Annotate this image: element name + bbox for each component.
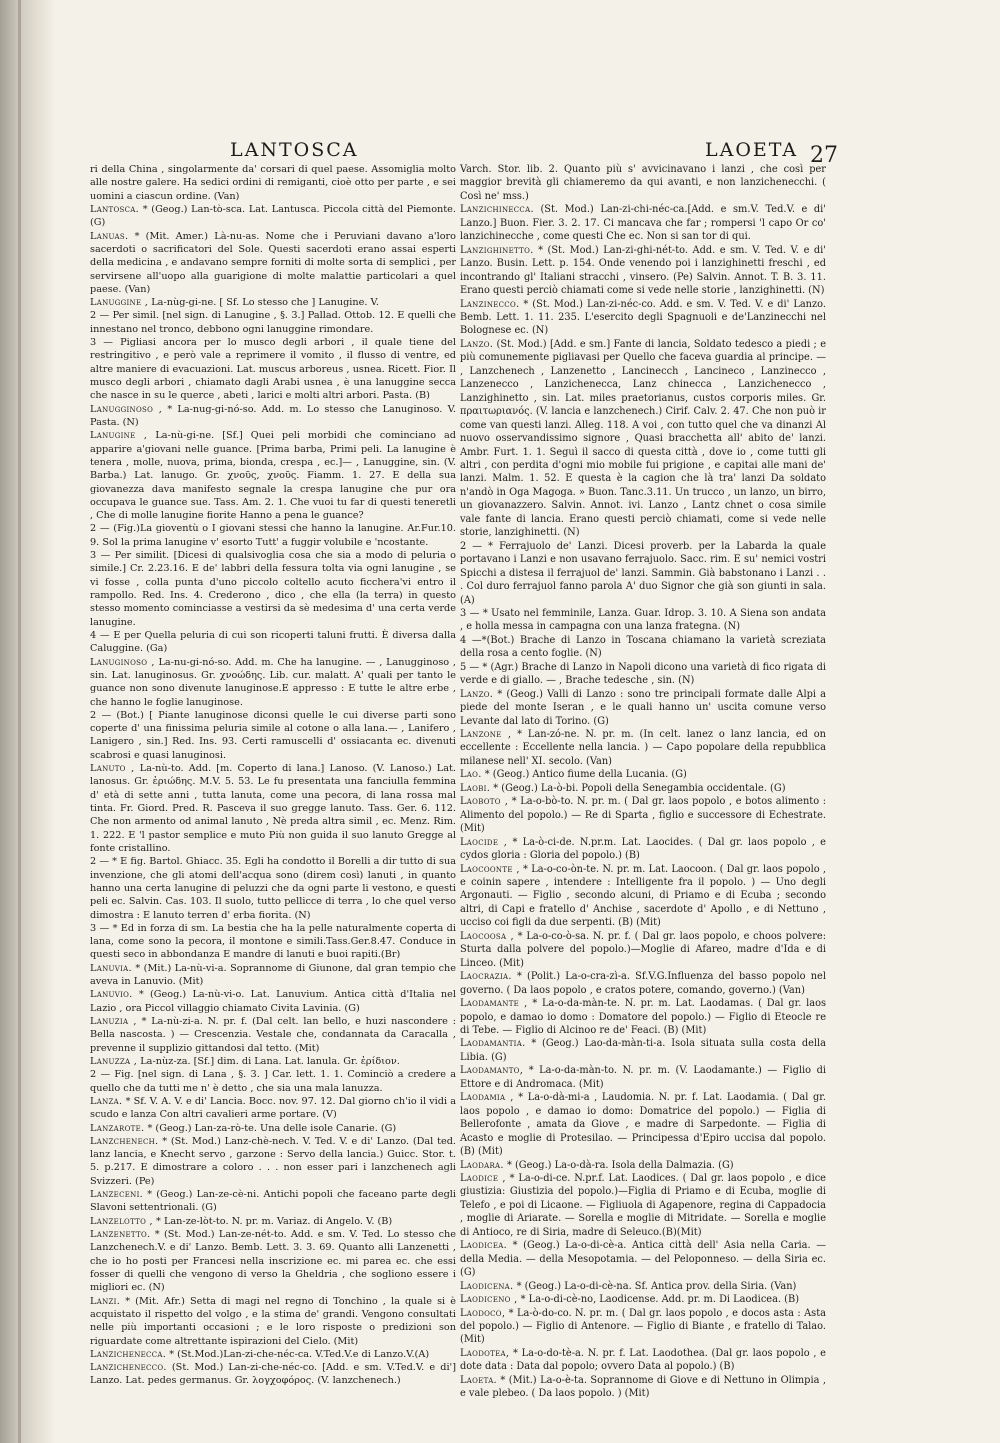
dictionary-entry (460, 970, 826, 997)
dictionary-entry (460, 997, 826, 1037)
dictionary-entry (460, 1091, 826, 1158)
entry-text: 4 —*(Bot.) Brache di Lanzo in Toscana chiamano la varietà screziata della rosa a cento foglie. (N) (460, 634, 826, 660)
entry-text: * (Mit.) La-nù-vi-a. Soprannome di Giunone, dal gran tempio che aveva in Lanuvio. (Mit) (90, 962, 456, 988)
dictionary-entry (460, 540, 826, 607)
entry-text: (St. Mod.) Lan-zi-che-néc-co. [Add. e sm. V.Ted.V. e di'] Lanzo. Lat. pedes germanus. Gr. λογχοφόρος. (V. lanzchenech.) (90, 1362, 456, 1387)
entry-headword: Lanuginoso , (90, 656, 155, 668)
entry-text: * La-o-co-òn-te. N. pr. m. Lat. Laocoon. ( Dal gr. laos popolo , e coinin sapere , intendere : Intelligente fra il popolo. ) — Uno degli Argonauti. — Figlio , secondo alcuni, di Priamo e di Ecuba ; secondo altri, di Capi e fratello d' Anchise , sacerdote d' Apollo , e di Nettuno , ucciso coi figli da due serpenti. (B) (Mit) (460, 863, 826, 929)
dictionary-entry (90, 1135, 456, 1188)
dictionary-entry (460, 1293, 826, 1306)
entry-headword: Laocoosa , (460, 930, 514, 942)
entry-headword: Laodice , (460, 1172, 506, 1184)
entry-headword: Laocide , (460, 836, 508, 848)
entry-text: * (St. Mod.) Lan-zi-ghi-nét-to. Add. e sm. V. Ted. V. e di' Lanzo. Busin. Lett. p. 154. Onde venendo poi i lanzighinetti freschi , ed incontrando gl' Italiani stracchi , vinsero. (Pe) Salvin. Annot. T. B. 3. 11. Erano questi perciò chiamati come si vede nelle storie , lanzighinetti. (N) (460, 244, 826, 297)
entry-headword: Laodicea. (460, 1240, 508, 1252)
entry-headword: Lanzinecco. (460, 298, 520, 310)
dictionary-entry (90, 1361, 456, 1388)
dictionary-entry (90, 230, 456, 297)
entry-headword: Lanzelotto , (90, 1215, 153, 1227)
dictionary-entry (90, 1295, 456, 1348)
dictionary-entry (460, 298, 826, 338)
entry-text: * (Geog.) Lan-ze-cè-ni. Antichi popoli che faceano parte degli Slavoni settentrionali. (G) (90, 1189, 456, 1214)
dictionary-entry (90, 922, 456, 962)
header-left-title: LANTOSCA (230, 139, 359, 161)
entry-text: * Lan-ze-lòt-to. N. pr. m. Variaz. di Angelo. V. (B) (156, 1215, 393, 1227)
entry-text: * (Mit. Amer.) Là-nu-as. Nome che i Peruviani davano a'loro sacerdoti o sacrificatori del Sole. Questi sacerdoti erano assai esperti della medicina , e andavano sempre forniti di molte sorta di semplici , per servirsene all'uopo alla guarigione di molte malattie particolari a quel paese. (Van) (90, 230, 456, 295)
entry-text: * Sf. V. A. V. e di' Lancia. Bocc. nov. 97. 12. Dal giorno ch'io il vidi a scudo e lanza Con altri cavalieri arme portare. (V) (90, 1095, 456, 1121)
entry-text: * (St. Mod.) Lanz-chè-nech. V. Ted. V. e di' Lanzo. (Dal ted. lanz lancia, e Knecht servo , garzone : Servo della lancia.) Guicc. Stor. t. 5. p.217. E dimostrare a coloro . . . non esser pari i lanzchenech agli Svizzeri. (Pe) (90, 1135, 456, 1187)
dictionary-entry (460, 863, 826, 930)
dictionary-entry (460, 930, 826, 970)
entry-text: * (St. Mod.) Lan-zi-néc-co. Add. e sm. V. Ted. V. e di' Lanzo. Bemb. Lett. 1. 11. 235. L'esercito degli Spagnuoli e de'Lanzinecchi nel Bolognese ec. (N) (460, 298, 826, 337)
entry-text: * La-o-co-ò-sa. N. pr. f. ( Dal gr. laos popolo, e choos polvere: Sturta dalla polvere del popolo.)—Moglie di Afareo, madre d'Ida e di Linceo. (Mit) (460, 930, 826, 969)
dictionary-entry (90, 522, 456, 549)
dictionary-entry (90, 403, 456, 430)
dictionary-entry (460, 338, 826, 540)
entry-text: * (Geog.) Antico fiume della Lucania. (G) (484, 769, 687, 781)
entry-text: * La-nù-zi-a. N. pr. f. (Dal celt. lan bello, e huzi nascondere : Bella nascosta. ) — Crescenzia. Vestale che, condannata da Caracalla , prevenne il supplizio gittandosi dal tetto. (Mit) (90, 1016, 456, 1054)
entry-headword: Lanzo. (460, 338, 494, 350)
dictionary-entry (90, 163, 456, 203)
dictionary-entry (90, 855, 456, 922)
dictionary-entry (90, 336, 456, 403)
entry-text: 3 — * Ed in forza di sm. La bestia che ha la pelle naturalmente coperta di lana, come sono la pecora, il montone e simili.Tass.Ger.8.47. Conduce in questi seco in abbondanza E mandre di lanuti e buoi rapiti.(Br) (90, 922, 456, 961)
dictionary-entry (90, 1095, 456, 1122)
entry-headword: Lanuzia , (90, 1016, 137, 1027)
entry-text: * (Geog.) Lan-tò-sca. Lat. Lantusca. Piccola città del Piemonte. (G) (90, 203, 456, 229)
entry-text: * (Geog.) La-nù-vi-o. Lat. Lanuvium. Antica città d'Italia nel Lazio , ora Piccol villaggio chiamato Civita Lavinia. (G) (90, 989, 456, 1014)
entry-headword: Lanzichenecca. (90, 1348, 167, 1360)
entry-headword: Lanzighinetto. (460, 244, 534, 256)
entry-text: * (St. Mod.) Lan-ze-nét-to. Add. e sm. V. Ted. Lo stesso che Lanzchenech.V. e di' Lanzo. Bemb. Lett. 3. 3. 69. Quanto alli Lanzenetti , che io ho posti per Francesi nella inscrizione ec. mi parea ec. che essi fosser di quelli che vengono di verso la Gheldria , che sogliono essere i migliori ec. (N) (90, 1229, 456, 1294)
dictionary-entry (460, 244, 826, 298)
dictionary-entry (90, 429, 456, 522)
entry-text: * (Geog.) Lao-da-màn-ti-a. Isola situata sulla costa della Libia. (G) (460, 1038, 826, 1063)
running-header (230, 132, 840, 162)
entry-text: * La-ò-ci-de. N.pr.m. Lat. Laocides. ( Dal gr. laos popolo , e cydos gloria : Gloria del popolo.) (B) (460, 836, 826, 862)
entry-text: * (Geog.) La-o-di-cè-a. Antica città dell' Asia nella Caria. — della Media. — della Mesopotamia. — del Peloponneso. — della Siria ec. (G) (460, 1240, 826, 1279)
entry-text: * La-ò-do-co. N. pr. m. ( Dal gr. laos popolo , e docos asta : Asta del popolo.) — Figlio di Antenore. — Figlio di Biante , e fratello di Talao. (Mit) (460, 1307, 826, 1346)
dictionary-entry (90, 962, 456, 989)
entry-text: 3 — * Usato nel femminile, Lanza. Guar. Idrop. 3. 10. A Siena son andata , e holla messa in campagna con una lanza frategna. (N) (460, 607, 826, 633)
dictionary-entry (90, 1055, 456, 1068)
dictionary-entry (90, 629, 456, 656)
dictionary-entry (460, 1280, 826, 1293)
entry-headword: Laoboto , (460, 796, 509, 808)
entry-text: La-nùz-za. [Sf.] dim. di Lana. Lat. lanula. Gr. ἐρίδιον. (140, 1055, 400, 1067)
entry-text: * (Polit.) La-o-cra-zì-a. Sf.V.G.Influenza del basso popolo nel governo. ( Da laos popolo , e cratos potere, comando, governo.) (Van) (460, 971, 826, 996)
entry-headword: Lanuvio. (90, 989, 133, 1001)
entry-headword: Laodara. (460, 1159, 504, 1171)
entry-text: La-nùg-gi-ne. [ Sf. Lo stesso che ] Lanugine. V. (151, 297, 379, 309)
entry-headword: Lantosca. (90, 203, 140, 215)
entry-headword: Lanzarote. (90, 1122, 145, 1134)
dictionary-entry (90, 1215, 456, 1228)
entry-headword: Laodamante , (460, 998, 528, 1010)
dictionary-entry (460, 1347, 826, 1374)
entry-headword: Lanuzza , (90, 1055, 138, 1067)
entry-text: 3 — Pigliasi ancora per lo musco degli arbori , il quale tiene del restringitivo , e però vale a reprimere il vomito , il flusso di ventre, ed altre maniere di evacuazioni. Lat. muscus arboreus , usnea. Ricett. Fior. Il musco degli arbori , chiamato dagli Arabi usnea , è una lanuggine secca che nasce in su le querce , abeti , larici e molti altri arbori. Pasta. (B) (90, 337, 456, 402)
entry-headword: Lanuvia. (90, 962, 132, 974)
entry-headword: Laocoonte , (460, 863, 520, 875)
entry-text: * La-o-da-màn-te. N. pr. m. Lat. Laodamas. ( Dal gr. laos popolo, e damao io domo : Domatore del popolo.) — Figlio di Eteocle re di Tebe. — Figlio di Alcinoo re de' Feaci. (B) (Mit) (460, 998, 826, 1036)
entry-text: La-nu-gi-nó-so. Add. m. Che ha lanugine. — , Lanugginoso , sin. Lat. lanuginosus. Gr. χνοώδης. Lib. cur. malatt. A' quali per tanto le guance non sono divenute lanuginose.E appresso : E tutte le altre erbe , che hanno le foglie lanuginose. (90, 656, 456, 708)
dictionary-entry (460, 782, 826, 795)
dictionary-entry (460, 1037, 826, 1064)
entry-text: (St. Mod.) [Add. e sm.] Fante di lancia, Soldato tedesco a piedi ; e più comunemente pigliavasi per Quello che faceva guardia al principe. — , Lanzchenech , Lanzenetto , Lancinecch , Lancineco , Lanzinecco , Lanzenecco , Lanzichenecca, Lanz chinecca , Lanzichenecco , Lanzighinetto , sin. Lat. miles praetorianus, custos corporis miles. Gr. πραιτωριανός. (V. lancia e lanzchenech.) Cirif. Calv. 2. 47. Che non può ir come van questi lanzi. Alleg. 118. A voi , con tutto quel che va dinanzi Al nuovo osservandissimo signore , Quasi bracchetta all' abito de' lanzi. Ambr. Furt. 1. 1. Seguì il sacco di questa città , dove io , come tutti gli altri , con perdita d'ogni mio mobile fui prigione , e capitai alle mani de' lanzi. Malm. 1. 52. E questa è la cagion che là tra' lanzi Da soldato n'andò in Oga Magoga. » Buon. Tanc.3.11. Un trucco , un lanzo, un birro, un giovanazzero. Salvin. Annot. ivi. Lanzo , Lantz chnet o cosa simile vale fante di lancia. Erano questi perciò chiamati, come si vede nelle storie, lanzighinetti. (N) (460, 338, 826, 539)
dictionary-entry (90, 988, 456, 1015)
dictionary-entry (460, 607, 826, 634)
entry-headword: Lao. (460, 769, 482, 781)
entry-text: * (Geog.) La-o-dà-ra. Isola della Dalmazia. (G) (506, 1159, 734, 1171)
entry-text: * (Geog.) La-ò-bi. Popoli della Senegambia occidentale. (G) (493, 782, 786, 794)
entry-text: * (St.Mod.)Lan-zi-che-néc-ca. V.Ted.V.e di Lanzo.V.(A) (169, 1348, 430, 1360)
entry-text: 2 — (Bot.) [ Piante lanuginose diconsi quelle le cui diverse parti sono coperte d' una finissima peluria simile al cotone o alla lana.— , Lanifero , Lanigero , sin.] Red. Ins. 93. Certi ramuscelli d' ossiacanta ec. divenuti scabrosi e quasi lanuginosi. (90, 709, 456, 761)
entry-headword: Laobi. (460, 782, 491, 794)
dictionary-entry (460, 163, 826, 203)
entry-text: 2 — Per simil. [nel sign. di Lanugine , §. 3.] Pallad. Ottob. 12. E quelli che innestano nel tronco, debbono ogni lanuggine rimondare. (90, 310, 456, 335)
dictionary-entry (90, 203, 456, 230)
dictionary-entry (460, 634, 826, 661)
dictionary-entry (460, 795, 826, 835)
dictionary-entry (460, 1374, 826, 1401)
dictionary-entry (90, 1122, 456, 1135)
dictionary-entry (90, 549, 456, 629)
entry-headword: Laodiceno , (460, 1294, 518, 1306)
header-right-title: LAOETA (705, 139, 799, 161)
right-column (460, 163, 826, 1401)
entry-text: * Lan-zó-ne. N. pr. m. (In celt. lanez o lanz lancia, ed on eccellente : Eccellente nella lancia. ) — Capo popolare della repubblica milanese nell' XI. secolo. (Van) (460, 729, 826, 767)
left-column (90, 163, 456, 1388)
entry-text: (St. Mod.) Lan-zi-chi-néc-ca.[Add. e sm.V. Ted.V. e di' Lanzo.] Buon. Fier. 3. 2. 17. Ci mancava che far ; rompersi 'l capo Or co' lanzichinecche , come questi Che ec. Non si san tor di qui. (460, 204, 826, 243)
entry-headword: Laodamanto, (460, 1065, 524, 1077)
dictionary-entry (90, 709, 456, 762)
dictionary-entry (90, 1348, 456, 1361)
entry-text: * La-o-da-màn-to. N. pr. m. (V. Laodamante.) — Figlio di Ettore e di Andromaca. (Mit) (460, 1065, 826, 1090)
dictionary-entry (90, 762, 456, 855)
page-number: 27 (810, 143, 838, 168)
entry-headword: Lanuggine , (90, 297, 149, 309)
dictionary-entry (90, 309, 456, 336)
entry-headword: Lanzeceni. (90, 1189, 144, 1201)
dictionary-entry (460, 1172, 826, 1239)
dictionary-entry (460, 1307, 826, 1347)
entry-text: * La-o-dà-mi-a , Laudomia. N. pr. f. Lat. Laodamia. ( Dal gr. laos popolo , e damao io domo: Domatrice del popolo.) — Figlia di Bellerofonte , amata da Giove , e madre di Sarpedonte. — Figlia di Acasto e moglie di Protesilao. — Principessa d'Epiro uccisa dal popolo. (B) (Mit) (460, 1092, 826, 1158)
entry-headword: Laoeta. (460, 1374, 497, 1386)
entry-text: 2 — * Ferrajuolo de' Lanzi. Dicesi proverb. per la Labarda la quale portavano i Lanzi e non usavano ferrajuolo. Sacc. rim. E su' nemici vostri Spicchi a distesa il ferrajuol de' lanzi. Sammin. Già babstonano i Lanzi . . . Col duro ferrajuol fanno parola A' duo Signor che già son giunti in sala. (A) (460, 540, 826, 606)
entry-text: La-nù-gi-ne. [Sf.] Quei peli morbidi che cominciano ad apparire a'giovani nelle guance. [Prima barba, Primi peli. La lanugine è tenera , molle, nuova, prima, bionda, crespa , ec.]— , Lanuggine, sin. (V. Barba.) Lat. lanugo. Gr. χνοῦς, χνοῦς. Fiamm. 1. 27. E della sua giovanezza dava manifesto segnale la crespa lanugine che pur ora occupava le guance sue. Tass. Am. 2. 1. Che vuoi tu far di questi teneretli , Che di molle lanugine fiorite Hanno a pena le guance? (90, 430, 456, 522)
entry-headword: Laodamantia. (460, 1038, 526, 1050)
entry-headword: Laodoco, (460, 1307, 506, 1319)
entry-text: Varch. Stor. lib. 2. Quanto più s' avvicinavano i lanzi , che così per maggior brevità gli chiameremo da qui avanti, e non lanzichenecchi. ( Così ne' mss.) (460, 164, 826, 202)
entry-text: 2 — Fig. [nel sign. di Lana , §. 3. ] Car. lett. 1. 1. Cominciò a credere a quello che da tutti me n' è detto , che sia una mala lanuzza. (90, 1069, 456, 1094)
entry-text: * La-nug-gi-nó-so. Add. m. Lo stesso che Lanuginoso. V. Pasta. (N) (90, 403, 456, 428)
book-gutter-shadow (0, 0, 55, 1443)
entry-headword: Lanza. (90, 1095, 123, 1107)
entry-text: 3 — Per similit. [Dicesi di qualsivoglia cosa che sia a modo di peluria o simile.] Cr. 2.23.16. E de' labbri della fessura tolta via ogni lanugine , se vi fosse , colla punta d'uno piccolo coltello acuto ficchera'vi entro il rampollo. Red. Ins. 4. Crederono , dico , che ella (la terra) in questo stesso momento cominciasse a vestirsi da sè medesima d' una certa verde lanugine. (90, 550, 456, 628)
entry-text: 2 — * E fig. Bartol. Ghiacc. 35. Egli ha condotto il Borelli a dir tutto di sua invenzione, che gli atomi dell'acqua sono (direm così) lanuti , in quanto hanno una certa lanugine di peluzzi che da ogni parte li vestono, e questi peli ec. Salvin. Cas. 103. Il suolo, tutto pellicce di terra , lo che quel verso dimostra : E lanuto terren d' erba fiorita. (N) (90, 856, 456, 921)
dictionary-entry (90, 656, 456, 709)
dictionary-entry (90, 1188, 456, 1215)
entry-text: * La-o-bò-to. N. pr. m. ( Dal gr. laos popolo , e botos alimento : Alimento del popolo.) — Re di Sparta , figlio e successore di Echestrate. (Mit) (460, 796, 826, 835)
entry-text: * (Mit.) La-o-è-ta. Soprannome di Giove e di Nettuno in Olimpia , e vale plebeo. ( Da laos popolo. ) (Mit) (460, 1374, 826, 1400)
entry-text: ri della China , singolarmente da' corsari di quel paese. Assomiglia molto alle nostre galere. Ha sedici ordini di remiganti, cioè otto per parte , e sei uomini a ciascun ordine. (Van) (90, 164, 456, 202)
dictionary-entry (460, 688, 826, 728)
entry-text: * La-o-di-cè-no, Laodicense. Add. pr. m. Di Laodicea. (B) (520, 1294, 800, 1306)
entry-headword: Lanugginoso , (90, 403, 163, 415)
entry-text: 5 — * (Agr.) Brache di Lanzo in Napoli dicono una varietà di fico rigata di verde e di giallo. — , Brache tedesche , sin. (N) (460, 661, 826, 687)
dictionary-entry (90, 1068, 456, 1095)
entry-text: * (Geog.) La-o-di-cè-na. Sf. Antica prov. della Siria. (Van) (516, 1280, 797, 1292)
entry-headword: Lanuto , (90, 763, 135, 775)
dictionary-entry (460, 1159, 826, 1172)
entry-headword: Lanzone , (460, 729, 512, 741)
entry-headword: Lanugine , (90, 430, 148, 442)
dictionary-entry (90, 1228, 456, 1295)
entry-text: * La-o-di-ce. N.pr.f. Lat. Laodices. ( Dal gr. laos popolo , e dice giustizia: Giustizia del popolo.)—Figlia di Priamo e di Ecuba, moglie di Telefo , e poi di Licaone. — Figliuola di Agapenore, regina di Cappadocia , moglie di Ariarate. — Sorella e moglie di Mitridate. — Sorella e moglie di Antioco, re di Siria, madre di Seleuco.(B)(Mit) (460, 1172, 826, 1238)
entry-headword: Lanzo. (460, 688, 494, 700)
entry-text: * (Geog.) Valli di Lanzo : sono tre principali formate dalle Alpi a piede del monte Iseran , e le quali hanno un' uscita comune verso Levante dal lato di Torino. (G) (460, 688, 826, 727)
entry-headword: Lanzenetto. (90, 1229, 151, 1240)
entry-text: * (Geog.) Lan-za-rò-te. Una delle isole Canarie. (G) (147, 1122, 397, 1134)
entry-headword: Lanuas. (90, 230, 129, 242)
entry-headword: Lanzi. (90, 1295, 121, 1307)
entry-headword: Lanzchenech. (90, 1135, 159, 1147)
dictionary-entry (460, 728, 826, 768)
entry-text: * (Mit. Afr.) Setta di magi nel regno di Tonchino , la quale si è acquistato il rispetto del volgo , e la stima de' grandi. Vengono consultati nelle più importanti occasioni ; e le loro risposte o predizioni son riguardate come altrettante ispirazioni del Cielo. (Mit) (90, 1295, 456, 1347)
entry-text: * La-o-do-tè-a. N. pr. f. Lat. Laodothea. (Dal gr. laos popolo , e dote data : Data dal popolo; ovvero Data al popolo.) (B) (460, 1347, 826, 1373)
dictionary-entry (460, 661, 826, 688)
dictionary-entry (460, 1064, 826, 1091)
dictionary-entry (460, 1239, 826, 1279)
entry-headword: Laodamia , (460, 1092, 514, 1104)
entry-headword: Lanzichenecco. (90, 1362, 167, 1374)
dictionary-entry (90, 296, 456, 309)
dictionary-entry (460, 768, 826, 781)
entry-text: 4 — E per Quella peluria di cui son ricoperti taluni frutti. È diversa dalla Caluggine. (Ga) (90, 629, 456, 655)
entry-text: La-nù-to. Add. [m. Coperto di lana.] Lanoso. (V. Lanoso.) Lat. lanosus. Gr. ἐριώδης. M.V. 5. 53. Le fu presentata una fanciulla femmina d' età di sette anni , tutta lanuta, come una pecora, di lana rossa mal tinta. Fr. Giord. Pred. R. Pasceva il suo gregge lanuto. Tass. Ger. 6. 112. Che non armento od animal lanuto , Nè preda altra simil , ec. Menz. Rim. 1. 222. E 'l pastor semplice e muto Più non guida il suo lanuto Gregge al fonte cristallino. (90, 763, 456, 854)
dictionary-entry (460, 203, 826, 243)
dictionary-entry (90, 1015, 456, 1055)
entry-text: 2 — (Fig.)La gioventù o I giovani stessi che hanno la lanugine. Ar.Fur.10. 9. Sol la prima lanugine v' esorto Tutt' a fuggir volubile e 'ncostante. (90, 523, 456, 548)
entry-headword: Laocrazia. (460, 971, 512, 983)
dictionary-entry (460, 836, 826, 863)
entry-headword: Lanzichinecca. (460, 204, 534, 216)
entry-headword: Laodicena. (460, 1280, 514, 1292)
entry-headword: Laodotea, (460, 1347, 510, 1359)
